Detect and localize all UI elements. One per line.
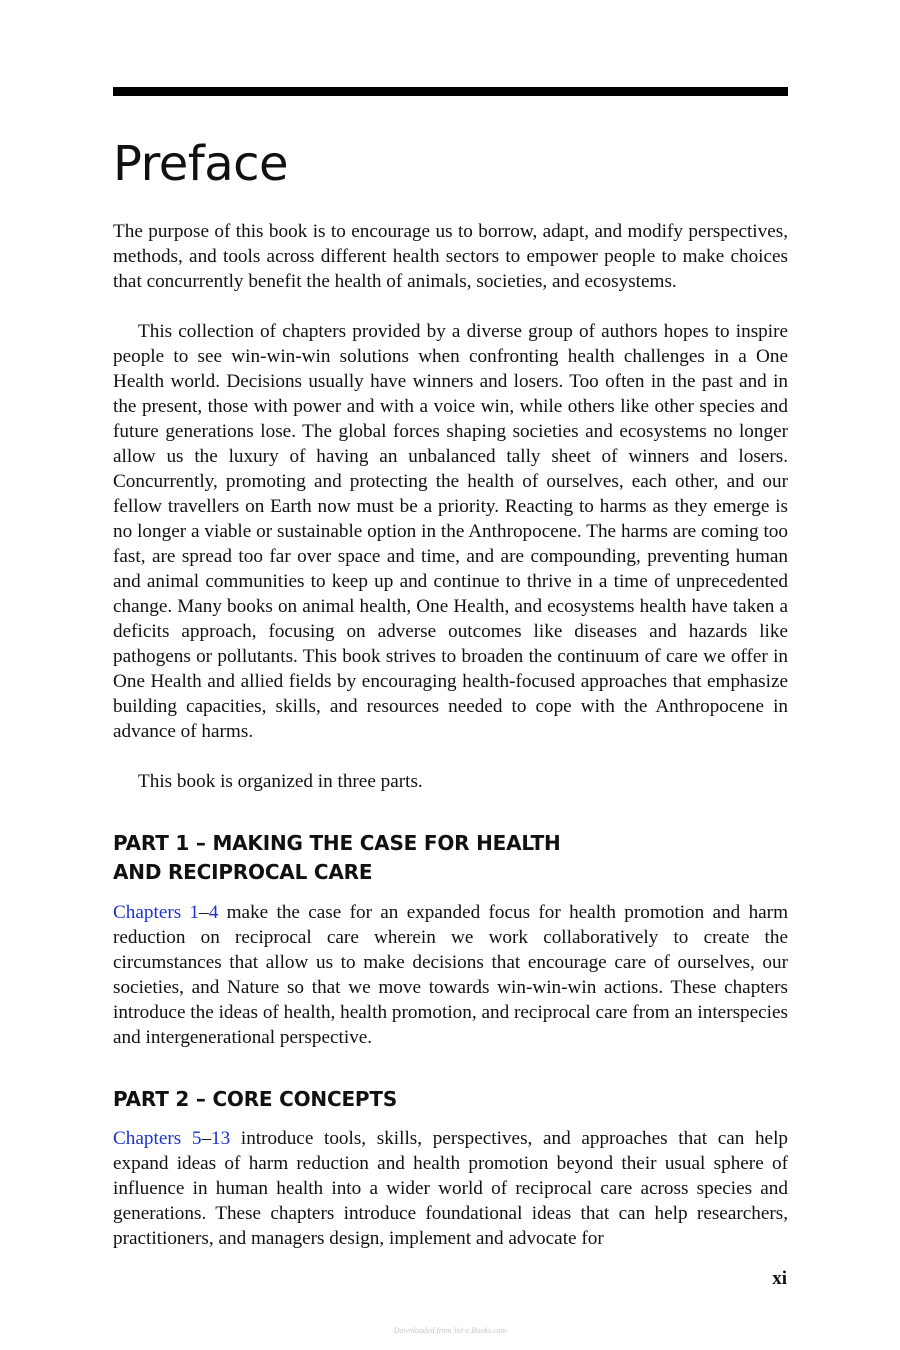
header-rule (113, 87, 788, 96)
part1-chapters-dash: – (199, 902, 209, 923)
intro-paragraph-3: This book is organized in three parts. (138, 771, 423, 792)
part2-chapters-link-start[interactable]: Chapters 5 (113, 1128, 202, 1149)
part1-text: make the case for an expanded focus for health promotion and harm reduction on reciprocal care wherein we work collaboratively to create the circumstances that allow us to make decisions that encourage care of ourselves, our societies, and Nature so that we move towards win-win-win actions. These chapters introduce the ideas of health, health promotion, and reciprocal care from an interspecies and intergenerational perspective. (113, 902, 788, 1048)
page-number: xi (772, 1268, 787, 1289)
part1-paragraph (113, 900, 788, 1050)
part2-heading: PART 2 – CORE CONCEPTS (113, 1087, 398, 1111)
intro-paragraph-1: The purpose of this book is to encourage us to borrow, adapt, and modify perspectives, methods, and tools across different health sectors to empower people to make choices that concurrently benefit the health of animals, societies, and ecosystems. (113, 221, 788, 292)
page-title: Preface (113, 136, 289, 192)
part1-heading-line2: AND RECIPROCAL CARE (113, 860, 373, 884)
part2-chapters-dash: – (201, 1128, 212, 1149)
part1-heading-line1: PART 1 – MAKING THE CASE FOR HEALTH (113, 831, 561, 855)
part1-chapters-link-end[interactable]: 4 (208, 902, 219, 923)
part2-text: introduce tools, skills, perspectives, and approaches that can help expand ideas of harm reduction and health promotion beyond their usual sphere of influence in human health into a wider world of reciprocal care across species and generations. These chapters introduce foundational ideas that can help researchers, practitioners, and managers design, implement and advocate for (113, 1128, 788, 1249)
part2-chapters-link-end[interactable]: 13 (211, 1128, 231, 1149)
part2-paragraph (113, 1126, 788, 1251)
intro-paragraph-2: This collection of chapters provided by a diverse group of authors hopes to inspire people to see win-win-win solutions when confronting health challenges in a One Health world. Decisions usually have winners and losers. Too often in the past and in the present, those with power and with a voice win, while others like other species and future generations lose. The global forces shaping societies and ecosystems no longer allow us the luxury of having an unbalanced tally sheet of winners and losers. Concurrently, promoting and protecting the health of ourselves, each other, and our fellow travellers on Earth now must be a priority. Reacting to harms as they emerge is no longer a viable or sustainable option in the Anthropocene. The harms are coming too fast, are spread too far over space and time, and are compounding, preventing human and animal communities to keep up and continue to thrive in a time of unprecedented change. Many books on animal health, One Health, and ecosystems health have taken a deficits approach, focusing on adverse outcomes like diseases and hazards like pathogens or pollutants. This book strives to broaden the continuum of care we offer in One Health and allied fields by encouraging health-focused approaches that emphasize building capacities, skills, and resources needed to cope with the Anthropocene in advance of harms. (113, 321, 788, 742)
part1-heading (113, 829, 613, 887)
bottom-watermark: Downloaded from Vet-e.Books.com (393, 1326, 507, 1335)
part1-chapters-link-start[interactable]: Chapters 1 (113, 902, 200, 923)
